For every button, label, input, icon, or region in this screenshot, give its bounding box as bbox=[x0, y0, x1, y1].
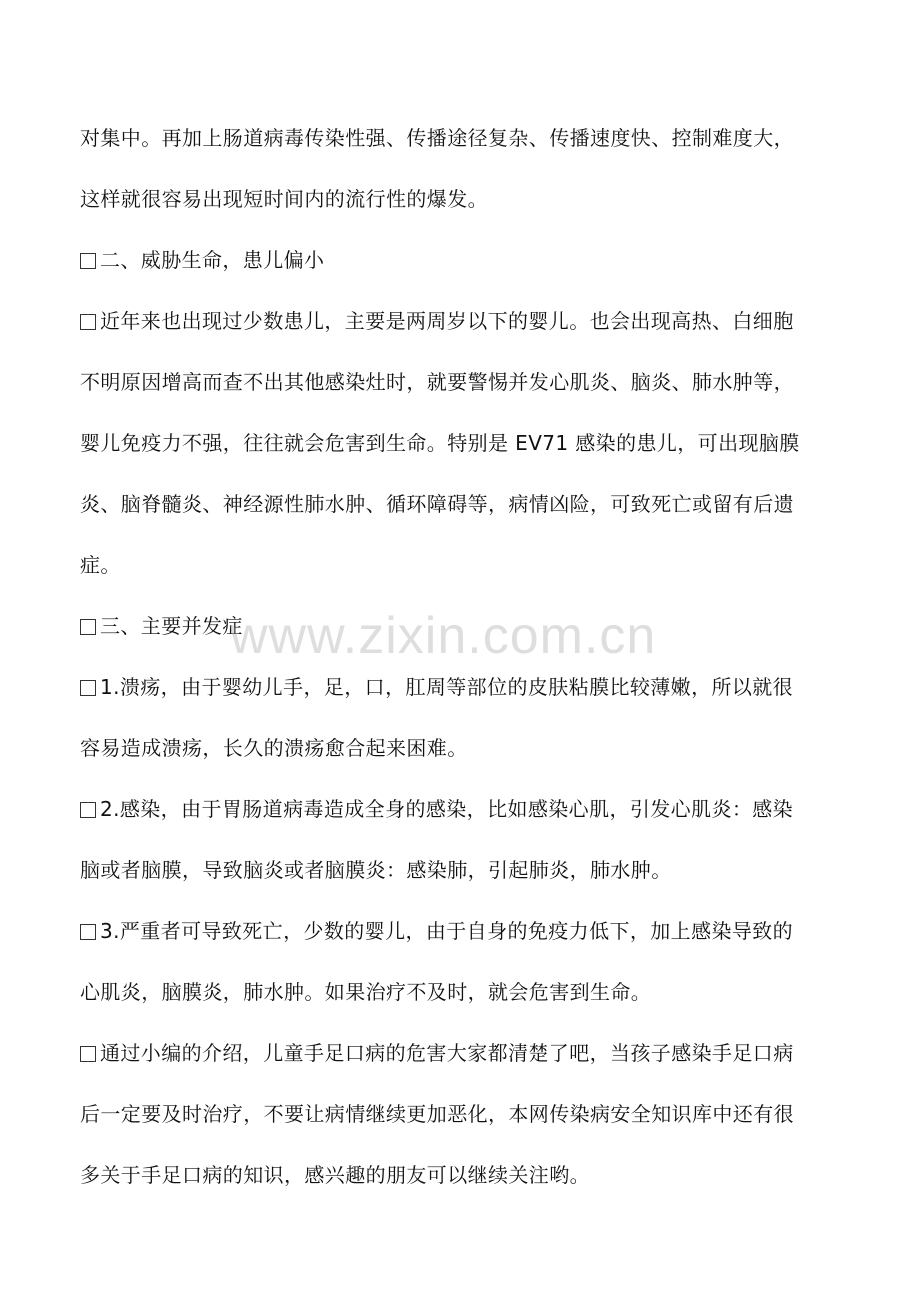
text-line: 症。 bbox=[80, 553, 121, 577]
text-line bbox=[80, 303, 845, 339]
paragraph-continuation bbox=[80, 120, 845, 217]
text-line bbox=[80, 669, 845, 705]
text-line bbox=[80, 1035, 845, 1071]
missing-glyph-box-icon bbox=[80, 314, 96, 330]
text-line bbox=[80, 608, 845, 644]
heading-text: 二、威胁生命，患儿偏小 bbox=[100, 248, 325, 272]
text-line: 这样就很容易出现短时间内的流行性的爆发。 bbox=[80, 187, 488, 211]
line-text: 3.严重者可导致死亡，少数的婴儿，由于自身的免疫力低下，加上感染导致的 bbox=[100, 919, 794, 943]
paragraph-threat bbox=[80, 303, 845, 583]
text-line: 对集中。再加上肠道病毒传染性强、传播途径复杂、传播速度快、控制难度大， bbox=[80, 126, 794, 150]
watermark-text: www.zixin.com.cn bbox=[230, 607, 657, 665]
text-line: 炎、脑脊髓炎、神经源性肺水肿、循环障碍等，病情凶险，可致死亡或留有后遗 bbox=[80, 492, 794, 516]
text-line: 脑或者脑膜，导致脑炎或者脑膜炎：感染肺，引起肺炎，肺水肿。 bbox=[80, 858, 672, 882]
text-line bbox=[80, 913, 845, 949]
line-text: 通过小编的介绍，儿童手足口病的危害大家都清楚了吧，当孩子感染手足口病 bbox=[100, 1041, 794, 1065]
text-line bbox=[80, 791, 845, 827]
text-line: 心肌炎，脑膜炎，肺水肿。如果治疗不及时，就会危害到生命。 bbox=[80, 980, 652, 1004]
text-line: 后一定要及时治疗，不要让病情继续更加恶化，本网传染病安全知识库中还有很 bbox=[80, 1102, 794, 1126]
text-line: 婴儿免疫力不强，往往就会危害到生命。特别是 EV71 感染的患儿，可出现脑膜 bbox=[80, 431, 800, 455]
paragraph-conclusion bbox=[80, 1035, 845, 1193]
missing-glyph-box-icon bbox=[80, 680, 96, 696]
text-line: 多关于手足口病的知识，感兴趣的朋友可以继续关注哟。 bbox=[80, 1163, 590, 1187]
paragraph-death bbox=[80, 913, 845, 1010]
missing-glyph-box-icon bbox=[80, 802, 96, 818]
section-heading-3 bbox=[80, 608, 845, 644]
text-line: 不明原因增高而查不出其他感染灶时，就要警惕并发心肌炎、脑炎、肺水肿等， bbox=[80, 370, 794, 394]
paragraph-infection bbox=[80, 791, 845, 888]
missing-glyph-box-icon bbox=[80, 619, 96, 635]
text-line bbox=[80, 242, 845, 278]
section-heading-2 bbox=[80, 242, 845, 278]
missing-glyph-box-icon bbox=[80, 1046, 96, 1062]
text-line: 容易造成溃疡，长久的溃疡愈合起来困难。 bbox=[80, 736, 468, 760]
paragraph-ulcer bbox=[80, 669, 845, 766]
line-text: 近年来也出现过少数患儿，主要是两周岁以下的婴儿。也会出现高热、白细胞 bbox=[100, 309, 794, 333]
heading-text: 三、主要并发症 bbox=[100, 614, 243, 638]
missing-glyph-box-icon bbox=[80, 253, 96, 269]
line-text: 1.溃疡，由于婴幼儿手，足，口，肛周等部位的皮肤粘膜比较薄嫩，所以就很 bbox=[100, 675, 794, 699]
missing-glyph-box-icon bbox=[80, 924, 96, 940]
line-text: 2.感染，由于胃肠道病毒造成全身的感染，比如感染心肌，引发心肌炎：感染 bbox=[100, 797, 794, 821]
document-body bbox=[80, 120, 845, 1193]
